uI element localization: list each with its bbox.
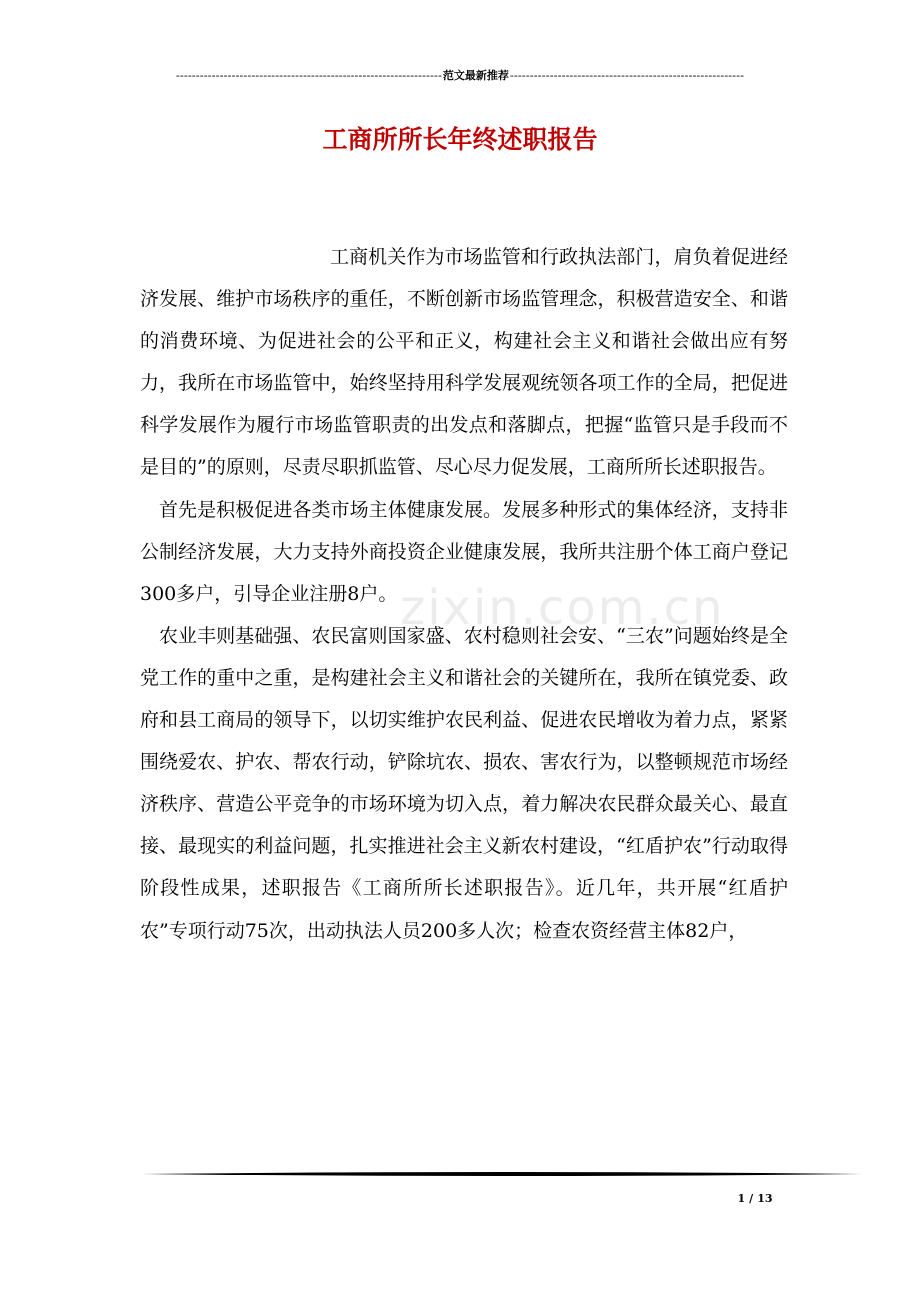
page-current: 1	[737, 1192, 746, 1205]
header-dashes-right: -----------------------------------------------------------	[509, 69, 745, 82]
paragraph-1: 工商机关作为市场监管和行政执法部门，肩负着促进经济发展、维护市场秩序的重任，不断创新市场监管理念，积极营造安全、和谐的消费环境、为促进社会的公平和正义，构建社会主义和谐社会做出应有努力，我所在市场监管中，始终坚持用科学发展观统领各项工作的全局，把促进科学发展作为履行市场监管职责的出发点和落脚点，把握“监管只是手段而不是目的”的原则，尽责尽职抓监管、尽心尽力促发展，工商所所长述职报告。	[140, 246, 788, 479]
header-dashes-left: -------------------------------------------------------------------	[175, 69, 442, 82]
document-title: 工商所所长年终述职报告	[322, 125, 598, 154]
page-separator: /	[749, 1192, 754, 1205]
watermark-text: zixin.com.cn	[400, 580, 725, 636]
paragraph-3: 农业丰则基础强、农民富则国家盛、农村稳则社会安、“三农”问题始终是全党工作的重中之重，是构建社会主义和谐社会的关键所在，我所在镇党委、政府和县工商局的领导下，以切实维护农民利益、促进农民增收为着力点，紧紧围绕爱农、护农、帮农行动，铲除坑农、损农、害农行为，以整顿规范市场经济秩序、营造公平竞争的市场环境为切入点，着力解决农民群众最关心、最直接、最现实的利益问题，扎实推进社会主义新农村建设，“红盾护农”行动取得阶段性成果，述职报告《工商所所长述职报告》。近几年，共开展“红盾护农”专项行动75次，出动执法人员200多人次；检查农资经营主体82户，	[140, 624, 788, 942]
footer-rule	[142, 1171, 862, 1177]
document-body	[140, 236, 788, 952]
page-header	[140, 68, 780, 84]
paragraph-2: 首先是积极促进各类市场主体健康发展。发展多种形式的集体经济，支持非公制经济发展，大力支持外商投资企业健康发展，我所共注册个体工商户登记300多户，引导企业注册8户。	[140, 498, 788, 605]
page-total: 13	[757, 1192, 773, 1205]
header-label: 范文最新推荐	[442, 69, 509, 82]
page-number	[720, 1192, 790, 1205]
